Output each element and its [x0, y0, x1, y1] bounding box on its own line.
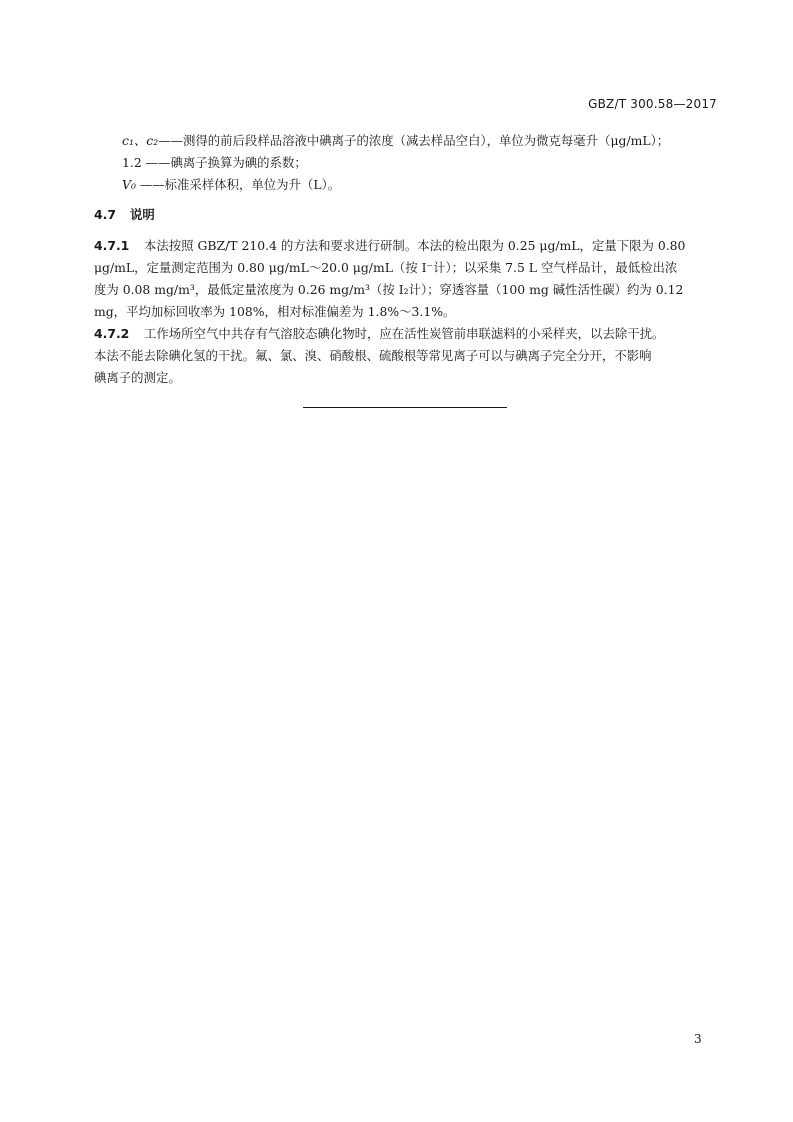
definition-symbol: 1.2: [122, 155, 142, 170]
clause-line: [94, 324, 664, 342]
clause-line: 碘离子的测定。: [94, 370, 181, 385]
section-title: 说明: [129, 207, 155, 222]
clause-text: 工作场所空气中共存有气溶胶态碘化物时，应在活性炭管前串联滤料的小采样夹，以去除干扰。: [144, 326, 665, 341]
section-heading: [94, 205, 155, 223]
clause-text: 本法按照 GBZ/T 210.4 的方法和要求进行研制。本法的检出限为 0.25 μg/mL，定量下限为 0.80: [144, 238, 686, 253]
definition-symbol: c₁、c₂: [122, 133, 159, 148]
definition-text: ——碘离子换算为碘的系数；: [141, 155, 307, 170]
clause-line: 本法不能去除碘化氢的干扰。氟、氯、溴、硝酸根、硫酸根等常见离子可以与碘离子完全分开，不影响: [94, 348, 652, 363]
section-number: 4.7: [94, 207, 116, 222]
clause-number: 4.7.1: [94, 238, 130, 253]
clause-line: 度为 0.08 mg/m³，最低定量浓度为 0.26 mg/m³（按 I₂计）；穿透容量（100 mg 碱性活性碳）约为 0.12: [94, 282, 684, 297]
standard-code: GBZ/T 300.58—2017: [588, 97, 717, 111]
clause-number: 4.7.2: [94, 326, 130, 341]
definition-symbol: V₀: [122, 177, 136, 192]
definition-text: ——测得的前后段样品溶液中碘离子的浓度（减去样品空白），单位为微克每毫升（μg/mL）；: [158, 133, 670, 148]
definition-coefficient: [122, 153, 307, 171]
definition-text: ——标准采样体积，单位为升（L）。: [135, 177, 341, 192]
clause-line: [94, 236, 685, 254]
clause-line: μg/mL，定量测定范围为 0.80 μg/mL～20.0 μg/mL（按 I⁻计）；以采集 7.5 L 空气样品计，最低检出浓: [94, 260, 678, 275]
page-number: 3: [694, 1032, 702, 1046]
end-rule: [303, 407, 507, 408]
clause-line: mg，平均加标回收率为 108%，相对标准偏差为 1.8%～3.1%。: [94, 304, 456, 319]
definition-c1-c2: [122, 131, 669, 149]
definition-v0: [122, 175, 340, 193]
